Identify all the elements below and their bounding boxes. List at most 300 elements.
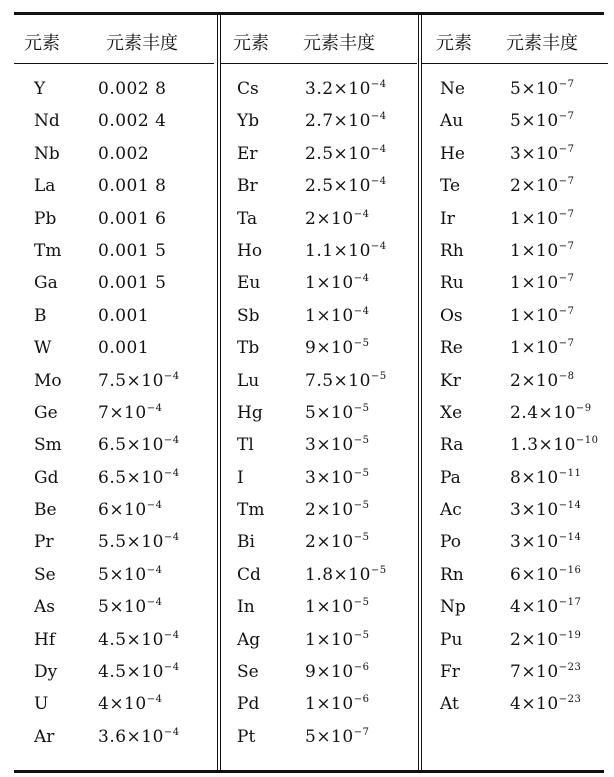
table-row	[221, 235, 417, 267]
abundance-mantissa: 1×10	[305, 273, 354, 294]
abundance-value	[98, 721, 180, 753]
table-row	[221, 267, 417, 299]
abundance-value	[98, 462, 180, 494]
abundance-exponent: −4	[163, 726, 180, 738]
abundance-value	[510, 462, 581, 494]
abundance-mantissa: 0.002 8	[98, 79, 167, 99]
element-symbol: Au	[440, 111, 464, 132]
element-symbol: Ne	[440, 79, 465, 99]
abundance-exponent: −5	[353, 500, 370, 512]
table-row	[14, 591, 214, 623]
element-symbol: Ag	[237, 629, 261, 650]
abundance-value	[305, 332, 369, 364]
table-row	[221, 721, 417, 753]
abundance-exponent: −4	[163, 629, 180, 641]
abundance-value	[305, 624, 369, 656]
abundance-mantissa: 7×10	[510, 662, 559, 683]
table-row	[14, 559, 214, 591]
table-row	[422, 397, 608, 429]
abundance-value	[98, 429, 180, 461]
abundance-value	[305, 170, 387, 202]
element-symbol: Se	[34, 564, 56, 585]
abundance-value	[98, 559, 162, 591]
abundance-value	[510, 138, 574, 170]
abundance-value	[98, 267, 166, 299]
abundance-mantissa: 2.7×10	[305, 111, 371, 132]
abundance-mantissa: 2×10	[510, 629, 559, 650]
abundance-exponent: −4	[163, 467, 180, 479]
table-row	[422, 591, 608, 623]
element-symbol: Ra	[440, 435, 464, 456]
element-symbol: Sm	[34, 435, 62, 456]
abundance-mantissa: 5×10	[510, 79, 559, 99]
abundance-exponent: −5	[370, 564, 387, 576]
abundance-exponent: −4	[353, 305, 370, 317]
abundance-exponent: −10	[575, 435, 599, 447]
table-row	[14, 397, 214, 429]
abundance-mantissa: 6.5×10	[98, 467, 164, 488]
abundance-mantissa: 4.5×10	[98, 662, 164, 683]
abundance-mantissa: 2×10	[510, 176, 559, 197]
abundance-mantissa: 3.2×10	[305, 79, 371, 99]
table-row	[221, 494, 417, 526]
table-row	[14, 494, 214, 526]
abundance-exponent: −4	[370, 79, 387, 90]
abundance-value	[510, 267, 574, 299]
table-row	[422, 235, 608, 267]
element-symbol: Rh	[440, 240, 464, 261]
abundance-exponent: −4	[370, 111, 387, 123]
element-symbol: Pu	[440, 629, 463, 650]
element-symbol: Ir	[440, 208, 455, 229]
abundance-value	[510, 397, 592, 429]
element-symbol: Ac	[440, 500, 462, 521]
element-symbol: Br	[237, 176, 258, 197]
abundance-mantissa: 0.001 6	[98, 208, 167, 229]
table-row	[422, 332, 608, 364]
abundance-mantissa: 3.6×10	[98, 726, 164, 747]
abundance-mantissa: 3×10	[510, 143, 559, 164]
abundance-value	[305, 494, 369, 526]
table-row	[14, 203, 214, 235]
abundance-value	[510, 688, 581, 720]
abundance-value	[305, 721, 369, 753]
element-symbol: Nd	[34, 111, 60, 132]
element-symbol: B	[34, 305, 47, 326]
element-symbol: Te	[440, 176, 461, 197]
abundance-mantissa: 2×10	[305, 208, 354, 229]
element-symbol: Cd	[237, 564, 261, 585]
abundance-value	[305, 203, 369, 235]
abundance-mantissa: 4×10	[98, 694, 147, 715]
table-row	[14, 688, 214, 720]
abundance-mantissa: 1×10	[305, 597, 354, 618]
table-row	[221, 203, 417, 235]
abundance-value	[510, 526, 581, 558]
abundance-exponent: −9	[575, 402, 592, 414]
abundance-exponent: −14	[558, 532, 582, 544]
table-row	[14, 170, 214, 202]
rows-block-3	[422, 73, 608, 721]
abundance-value	[305, 462, 369, 494]
column-block-2	[217, 15, 417, 770]
abundance-value	[510, 365, 574, 397]
abundance-exponent: −7	[558, 338, 575, 350]
abundance-mantissa: 1×10	[305, 629, 354, 650]
element-symbol: In	[237, 597, 255, 618]
table-row	[422, 203, 608, 235]
abundance-mantissa: 2×10	[510, 370, 559, 391]
table-row	[14, 429, 214, 461]
table-row	[14, 462, 214, 494]
abundance-mantissa: 8×10	[510, 467, 559, 488]
abundance-value	[305, 656, 369, 688]
abundance-value	[98, 203, 166, 235]
element-symbol: Hg	[237, 402, 263, 423]
abundance-value	[510, 105, 574, 137]
abundance-exponent: −4	[370, 240, 387, 252]
column-block-3	[418, 15, 608, 770]
element-symbol: Rn	[440, 564, 464, 585]
abundance-mantissa: 1×10	[510, 240, 559, 261]
table-row	[422, 429, 608, 461]
table-row	[422, 170, 608, 202]
element-symbol: He	[440, 143, 465, 164]
abundance-mantissa: 1×10	[305, 305, 354, 326]
abundance-mantissa: 4×10	[510, 597, 559, 618]
abundance-value	[305, 526, 369, 558]
abundance-exponent: −19	[558, 629, 582, 641]
abundance-value	[305, 267, 369, 299]
table-row	[422, 138, 608, 170]
abundance-exponent: −6	[353, 662, 370, 674]
header-element: 元素	[436, 33, 472, 54]
element-symbol: Y	[34, 79, 46, 99]
abundance-mantissa: 2×10	[305, 532, 354, 553]
abundance-exponent: −4	[370, 176, 387, 188]
abundance-exponent: −7	[558, 240, 575, 252]
table-row	[422, 656, 608, 688]
abundance-mantissa: 3×10	[510, 500, 559, 521]
element-symbol: Ge	[34, 402, 58, 423]
abundance-value	[305, 105, 387, 137]
table-row	[221, 300, 417, 332]
element-symbol: La	[34, 176, 56, 197]
abundance-mantissa: 1×10	[510, 338, 559, 359]
abundance-mantissa: 1×10	[305, 694, 354, 715]
element-symbol: Kr	[440, 370, 461, 391]
abundance-mantissa: 1×10	[510, 208, 559, 229]
table-row	[221, 591, 417, 623]
abundance-value	[305, 73, 387, 105]
abundance-exponent: −4	[163, 370, 180, 382]
table-row	[422, 365, 608, 397]
element-symbol: Tb	[237, 338, 260, 359]
table-row	[422, 267, 608, 299]
table-row	[14, 365, 214, 397]
element-symbol: Os	[440, 305, 463, 326]
table-row	[14, 235, 214, 267]
header-row	[14, 15, 214, 64]
element-symbol: As	[34, 597, 56, 618]
abundance-value	[510, 656, 581, 688]
abundance-exponent: −5	[353, 467, 370, 479]
abundance-exponent: −16	[558, 564, 582, 576]
element-symbol: Lu	[237, 370, 260, 391]
abundance-exponent: −7	[353, 726, 370, 738]
abundance-exponent: −11	[558, 467, 582, 479]
abundance-exponent: −4	[163, 662, 180, 674]
abundance-mantissa: 0.001	[98, 338, 150, 359]
abundance-exponent: −5	[353, 629, 370, 641]
table-row	[221, 656, 417, 688]
header-element: 元素	[233, 33, 269, 54]
header-abundance: 元素丰度	[506, 33, 578, 54]
abundance-exponent: −8	[558, 370, 575, 382]
abundance-mantissa: 0.001 8	[98, 176, 167, 197]
abundance-mantissa: 2.4×10	[510, 402, 576, 423]
table-row	[221, 624, 417, 656]
abundance-value	[98, 656, 180, 688]
abundance-value	[510, 559, 581, 591]
header-row	[221, 15, 417, 64]
table-row	[422, 494, 608, 526]
abundance-value	[98, 397, 162, 429]
abundance-value	[98, 494, 162, 526]
table-row	[14, 526, 214, 558]
element-symbol: Er	[237, 143, 258, 164]
abundance-mantissa: 4×10	[510, 694, 559, 715]
element-symbol: Ho	[237, 240, 263, 261]
element-symbol: Gd	[34, 467, 59, 488]
abundance-exponent: −23	[558, 662, 582, 674]
element-symbol: Pt	[237, 726, 256, 747]
abundance-value	[98, 365, 180, 397]
abundance-exponent: −14	[558, 500, 582, 512]
abundance-value	[98, 526, 180, 558]
element-symbol: Np	[440, 597, 466, 618]
abundance-value	[98, 332, 149, 364]
abundance-mantissa: 6×10	[510, 564, 559, 585]
table-row	[422, 300, 608, 332]
table-row	[422, 462, 608, 494]
table-row	[14, 624, 214, 656]
abundance-mantissa: 3×10	[510, 532, 559, 553]
abundance-mantissa: 9×10	[305, 662, 354, 683]
column-block-1	[14, 15, 214, 770]
table-row	[14, 73, 214, 105]
abundance-value	[305, 591, 369, 623]
element-symbol: Eu	[237, 273, 261, 294]
element-symbol: Pr	[34, 532, 54, 553]
abundance-exponent: −7	[558, 273, 575, 285]
table-row	[221, 397, 417, 429]
abundance-exponent: −5	[370, 370, 387, 382]
abundance-value	[510, 332, 574, 364]
element-symbol: Nb	[34, 143, 60, 164]
abundance-exponent: −4	[146, 500, 163, 512]
rows-block-1	[14, 73, 214, 753]
table-row	[221, 526, 417, 558]
abundance-mantissa: 1.1×10	[305, 240, 371, 261]
abundance-exponent: −5	[353, 338, 370, 350]
abundance-mantissa: 1×10	[510, 305, 559, 326]
abundance-value	[510, 624, 581, 656]
table-row	[221, 462, 417, 494]
table-row	[422, 559, 608, 591]
abundance-value	[98, 591, 162, 623]
abundance-mantissa: 6×10	[98, 500, 147, 521]
table-row	[14, 267, 214, 299]
table-row	[422, 624, 608, 656]
element-abundance-table	[14, 12, 604, 773]
abundance-exponent: −7	[558, 79, 575, 90]
abundance-mantissa: 3×10	[305, 467, 354, 488]
abundance-value	[510, 429, 599, 461]
abundance-value	[305, 138, 387, 170]
abundance-exponent: −7	[558, 143, 575, 155]
table-row	[221, 105, 417, 137]
element-symbol: Be	[34, 500, 57, 521]
abundance-exponent: −17	[558, 597, 582, 609]
element-symbol: Tl	[237, 435, 254, 456]
rows-block-2	[221, 73, 417, 753]
element-symbol: Yb	[237, 111, 260, 132]
abundance-exponent: −4	[146, 694, 163, 706]
table-row	[14, 138, 214, 170]
table-row	[422, 105, 608, 137]
abundance-mantissa: 2×10	[305, 500, 354, 521]
element-symbol: Sb	[237, 305, 260, 326]
table-row	[221, 429, 417, 461]
element-symbol: I	[237, 467, 244, 488]
abundance-value	[510, 300, 574, 332]
element-symbol: Tm	[34, 240, 62, 261]
element-symbol: Re	[440, 338, 463, 359]
element-symbol: Po	[440, 532, 461, 553]
abundance-value	[98, 170, 166, 202]
element-symbol: Xe	[440, 402, 463, 423]
abundance-mantissa: 1.8×10	[305, 564, 371, 585]
abundance-value	[305, 429, 369, 461]
abundance-exponent: −7	[558, 208, 575, 220]
abundance-mantissa: 5×10	[98, 597, 147, 618]
abundance-mantissa: 1.3×10	[510, 435, 576, 456]
abundance-value	[510, 170, 574, 202]
header-row	[422, 15, 608, 64]
abundance-value	[305, 397, 369, 429]
element-symbol: Tm	[237, 500, 265, 521]
abundance-mantissa: 0.001 5	[98, 240, 167, 261]
abundance-mantissa: 6.5×10	[98, 435, 164, 456]
table-row	[221, 73, 417, 105]
element-symbol: Ga	[34, 273, 58, 294]
abundance-exponent: −6	[353, 694, 370, 706]
element-symbol: Pa	[440, 467, 461, 488]
abundance-value	[305, 365, 387, 397]
table-row	[14, 721, 214, 753]
abundance-exponent: −4	[353, 208, 370, 220]
table-row	[14, 656, 214, 688]
abundance-mantissa: 2.5×10	[305, 176, 371, 197]
element-symbol: Fr	[440, 662, 460, 683]
abundance-exponent: −4	[146, 402, 163, 414]
element-symbol: W	[34, 338, 52, 359]
abundance-exponent: −7	[558, 305, 575, 317]
table-row	[422, 688, 608, 720]
abundance-exponent: −4	[353, 273, 370, 285]
element-symbol: Mo	[34, 370, 62, 391]
table-row	[221, 170, 417, 202]
abundance-mantissa: 5×10	[510, 111, 559, 132]
element-symbol: Se	[237, 662, 259, 683]
abundance-mantissa: 5×10	[305, 402, 354, 423]
abundance-value	[98, 138, 149, 170]
abundance-mantissa: 7.5×10	[98, 370, 164, 391]
abundance-exponent: −23	[558, 694, 582, 706]
abundance-value	[98, 105, 166, 137]
element-symbol: Pd	[237, 694, 260, 715]
abundance-value	[510, 494, 581, 526]
table-row	[221, 332, 417, 364]
table-row	[221, 138, 417, 170]
abundance-exponent: −4	[163, 532, 180, 544]
abundance-mantissa: 1×10	[510, 273, 559, 294]
abundance-value	[98, 300, 149, 332]
abundance-mantissa: 5×10	[305, 726, 354, 747]
abundance-exponent: −4	[370, 143, 387, 155]
abundance-value	[510, 73, 574, 105]
abundance-mantissa: 0.002	[98, 143, 150, 164]
table-row	[14, 105, 214, 137]
element-symbol: Pb	[34, 208, 57, 229]
abundance-value	[510, 235, 574, 267]
table-row	[221, 559, 417, 591]
abundance-mantissa: 9×10	[305, 338, 354, 359]
abundance-exponent: −5	[353, 597, 370, 609]
abundance-exponent: −4	[163, 435, 180, 447]
table-row	[221, 688, 417, 720]
abundance-value	[305, 235, 387, 267]
abundance-exponent: −7	[558, 111, 575, 123]
element-symbol: Bi	[237, 532, 255, 553]
table-row	[422, 526, 608, 558]
abundance-exponent: −7	[558, 176, 575, 188]
abundance-value	[305, 688, 369, 720]
abundance-mantissa: 0.001 5	[98, 273, 167, 294]
element-symbol: Ta	[237, 208, 258, 229]
abundance-value	[98, 73, 166, 105]
abundance-mantissa: 0.001	[98, 305, 150, 326]
abundance-exponent: −5	[353, 532, 370, 544]
element-symbol: Cs	[237, 79, 259, 99]
abundance-value	[98, 235, 166, 267]
abundance-exponent: −5	[353, 435, 370, 447]
abundance-mantissa: 5×10	[98, 564, 147, 585]
element-symbol: Hf	[34, 629, 56, 650]
abundance-value	[98, 624, 180, 656]
element-symbol: Dy	[34, 662, 58, 683]
element-symbol: Ar	[34, 726, 55, 747]
abundance-value	[305, 300, 369, 332]
abundance-exponent: −5	[353, 402, 370, 414]
abundance-value	[305, 559, 387, 591]
abundance-value	[98, 688, 162, 720]
abundance-mantissa: 5.5×10	[98, 532, 164, 553]
header-abundance: 元素丰度	[106, 33, 178, 54]
abundance-mantissa: 3×10	[305, 435, 354, 456]
abundance-mantissa: 4.5×10	[98, 629, 164, 650]
